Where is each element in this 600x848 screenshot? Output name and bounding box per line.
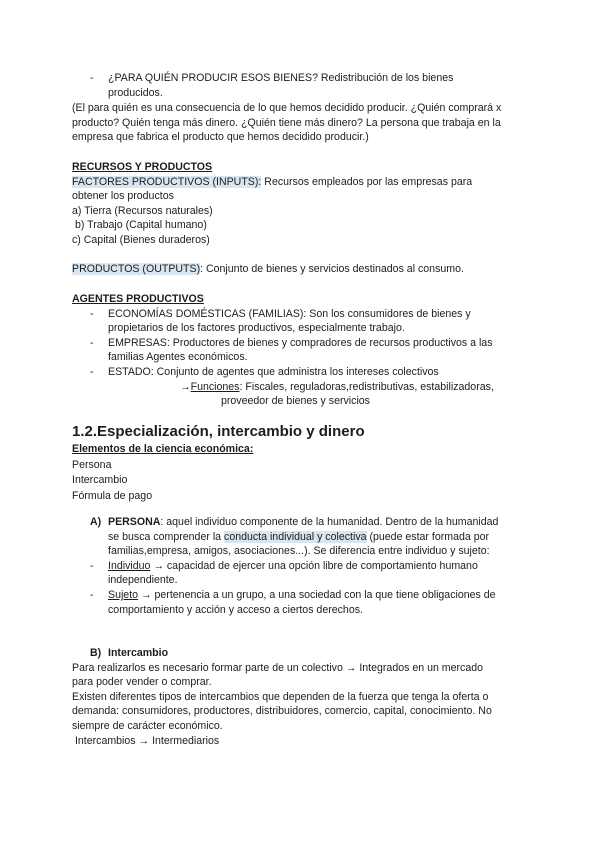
productos-label: PRODUCTOS (OUTPUTS) [72, 263, 201, 275]
list-item: - Sujeto → pertenencia a un grupo, a una sociedad con la que tiene obligaciones de comportamiento y acción y acceso a ciertos derechos. [90, 588, 496, 616]
recursos-section [72, 160, 528, 248]
text-line: para poder vender o comprar. [72, 676, 212, 689]
list-item: - ECONOMÍAS DOMÉSTICAS (FAMILIAS): Son los consumidores de bienes y propietarios de los factores productivos, especialmente trabajo. [90, 307, 471, 335]
persona-label: PERSONA [108, 516, 161, 528]
list-item: - Individuo → capacidad de ejercer una opción libre de comportamiento humano independiente. [90, 559, 478, 587]
text-line: (El para quién es una consecuencia de lo que hemos decidido producir. ¿Quién comprará x [72, 102, 502, 114]
section-heading: AGENTES PRODUCTIVOS [72, 293, 204, 305]
elementos-block [72, 442, 528, 503]
intercambio-label: Intercambio [108, 647, 169, 659]
list-marker: A) [90, 516, 102, 528]
list-item: Persona [72, 458, 112, 471]
text-line: Para realizarlos es necesario formar parte de un colectivo → Integrados en un mercado [72, 661, 484, 674]
text-line: proveedor de bienes y servicios [221, 395, 370, 408]
persona-block: A) PERSONA: aquel individuo componente de la humanidad. Dentro de la humanidad se busca comprender la conducta individual y colectiva (puede estar formada por familias,empresa, amigos, asociaciones...). Se diferencia entre individuo y sujeto: - Individuo → capacidad de ejercer una opción libre de comportamiento humano independiente. - Sujeto → pertenencia a un grupo, a una sociedad con la que tiene obligaciones de comportamiento y acción y acceso a ciertos derechos. [72, 515, 528, 617]
list-item: a) Tierra (Recursos naturales) [72, 204, 213, 217]
text-line: Intercambios → Intermediarios [72, 734, 220, 747]
list-item: b) Trabajo (Capital humano) [72, 219, 207, 232]
agentes-section [72, 292, 528, 409]
list-item: Intercambio [72, 474, 128, 487]
text-line: Existen diferentes tipos de intercambios que dependen de la fuerza que tenga la oferta o [72, 690, 489, 703]
productos-line: PRODUCTOS (OUTPUTS): Conjunto de bienes y servicios destinados al consumo. [72, 263, 464, 275]
arrow-icon: → [180, 380, 191, 393]
sub-heading: Elementos de la ciencia económica: [72, 443, 254, 455]
factores-line: FACTORES PRODUCTIVOS (INPUTS): Recursos empleados por las empresas para [72, 175, 473, 188]
text-line: demanda: consumidores, productores, distribuidores, comercio, capital, conocimiento. No [72, 705, 492, 718]
section-title: 1.2.Especialización, intercambio y dinero [72, 423, 365, 440]
text-line: empresa que fabrica el producto que hemos decidido producir.) [72, 131, 369, 144]
para-quien-explanation [72, 101, 528, 145]
highlight: conducta individual y colectiva [224, 530, 367, 543]
list-item: - ESTADO: Conjunto de agentes que administra los intereses colectivos [90, 365, 439, 378]
list-item: c) Capital (Bienes duraderos) [72, 233, 210, 246]
text-line: siempre de carácter económico. [72, 719, 223, 732]
text-line: obtener los productos [72, 190, 174, 203]
list-item: Fórmula de pago [72, 489, 153, 502]
factores-label: FACTORES PRODUCTIVOS (INPUTS) [72, 175, 259, 188]
para-quien-bullet [72, 71, 564, 100]
funciones-line: →Funciones: Fiscales, reguladoras,redistributivas, estabilizadoras, [180, 380, 494, 393]
intercambio-block [72, 646, 528, 748]
bullet-dash: - [90, 72, 94, 84]
list-item: - EMPRESAS: Productores de bienes y compradores de recursos productivos a las familias Agentes económicos. [90, 336, 493, 364]
text-line: producto? Quién tenga más dinero. ¿Quién tiene más dinero? La persona que trabaja en la [72, 116, 501, 129]
section-1-2 [72, 423, 528, 441]
bullet-line: ¿PARA QUIÉN PRODUCIR ESOS BIENES? Redistribución de los bienes [108, 72, 454, 84]
list-marker: B) [90, 647, 102, 659]
section-heading: RECURSOS Y PRODUCTOS [72, 161, 213, 173]
bullet-line: producidos. [108, 86, 163, 99]
